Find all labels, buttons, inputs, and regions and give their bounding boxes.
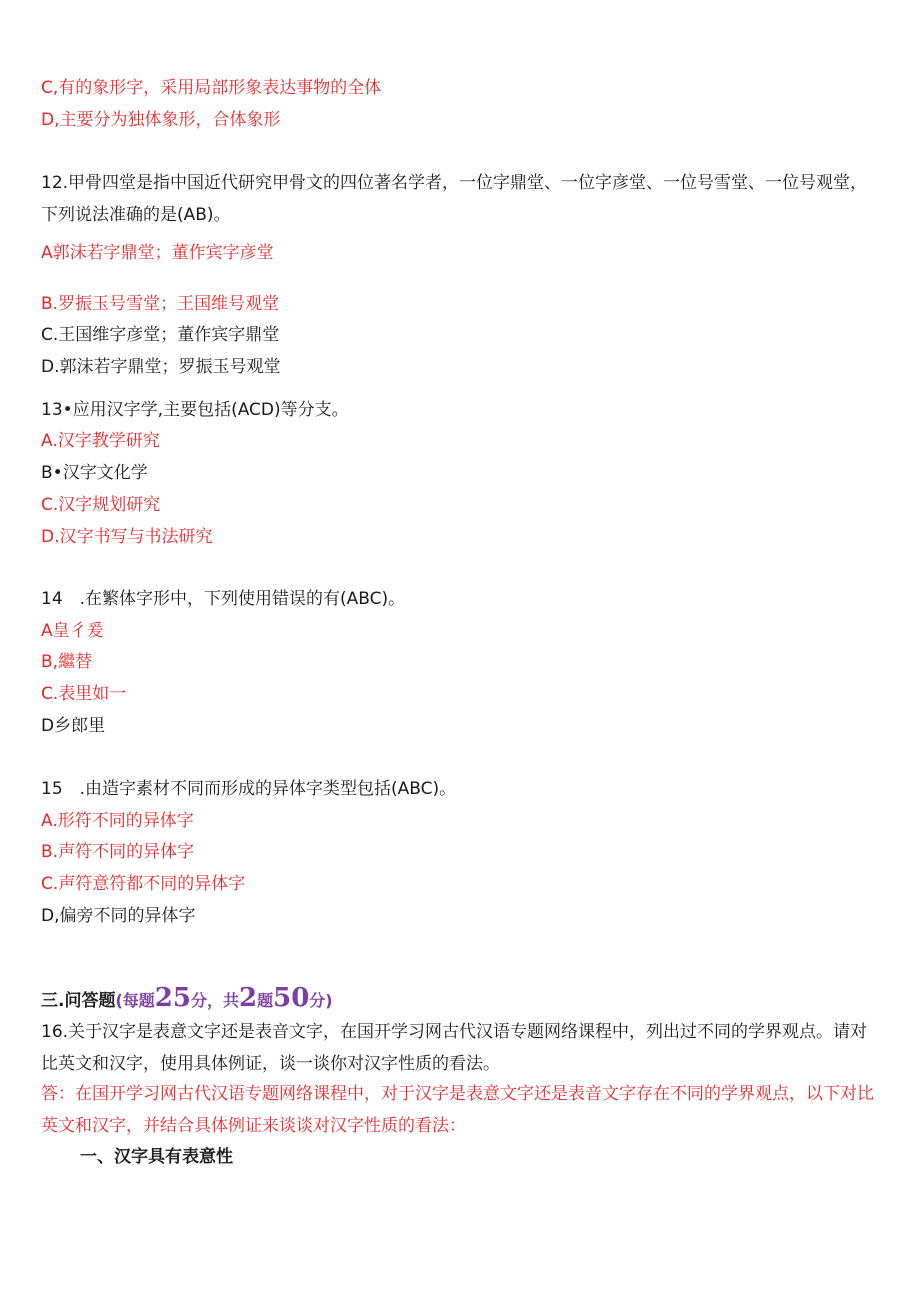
q15-option-c: C.声符意符都不同的异体字 <box>41 874 246 894</box>
section-3-score-open: (每题 <box>115 991 155 1010</box>
q12-option-c: C.王国维字彦堂；董作宾字鼎堂 <box>41 325 280 345</box>
section-3-total-score: 50 <box>273 983 310 1013</box>
q13-option-c: C.汉字规划研究 <box>41 495 161 515</box>
q15-stem: 15 .由造字素材不同而形成的异体字类型包括(ABC)。 <box>41 779 457 799</box>
q14-stem: 14 .在繁体字形中，下列使用错误的有(ABC)。 <box>41 589 406 609</box>
q12-option-b: B.罗振玉号雪堂；王国维号观堂 <box>41 294 280 314</box>
q13-stem: 13•应用汉字学,主要包括(ACD)等分支。 <box>41 400 349 420</box>
q16-stem: 16.关于汉字是表意文字还是表音文字，在国开学习网古代汉语专题网络课程中，列出过不同的学界观点。请对比英文和汉字，使用具体例证，谈一谈你对汉字性质的看法。 <box>41 1022 868 1074</box>
q14-option-d: D乡郎里 <box>41 716 106 736</box>
section-3-score-per-question: 25 <box>154 983 191 1013</box>
q12-stem: 12.甲骨四堂是指中国近代研究甲骨文的四位著名学者，一位字鼎堂、一位字彦堂、一位号雪堂、一位号观堂，下列说法准确的是(AB)。 <box>41 173 868 225</box>
q15-option-d: D,偏旁不同的异体字 <box>41 906 196 926</box>
q14-option-c: C.表里如一 <box>41 684 127 704</box>
q14-option-b: B,繼替 <box>41 652 93 672</box>
q11-option-d: D,主要分为独体象形，合体象形 <box>41 110 281 130</box>
section-3-score-mid2: 题 <box>257 991 274 1010</box>
q11-option-c: C,有的象形字，采用局部形象表达事物的全体 <box>41 78 382 98</box>
section-3-heading <box>41 981 333 1018</box>
section-3-question-count: 2 <box>239 983 258 1013</box>
q16-subheading: 一、汉字具有表意性 <box>80 1147 233 1167</box>
q13-option-b: B•汉字文化学 <box>41 463 148 483</box>
q15-option-b: B.声符不同的异体字 <box>41 842 195 862</box>
q12-option-d: D.郭沫若字鼎堂；罗振玉号观堂 <box>41 357 281 377</box>
q12-option-a: A郭沫若字鼎堂；董作宾字彦堂 <box>41 243 274 263</box>
q15-option-a: A.形符不同的异体字 <box>41 811 194 831</box>
q13-option-d: D.汉字书写与书法研究 <box>41 527 213 547</box>
section-3-title: 三.问答题 <box>41 991 116 1011</box>
section-3-score-close: 分) <box>309 991 333 1010</box>
q13-option-a: A.汉字教学研究 <box>41 431 160 451</box>
q14-option-a: A皇彳爰 <box>41 621 104 641</box>
section-3-score-mid: 分，共 <box>190 991 239 1010</box>
q16-answer: 答：在国开学习网古代汉语专题网络课程中，对于汉字是表意文字还是表音文字存在不同的学界观点，以下对比英文和汉字，并结合具体例证来谈谈对汉字性质的看法： <box>41 1084 874 1136</box>
